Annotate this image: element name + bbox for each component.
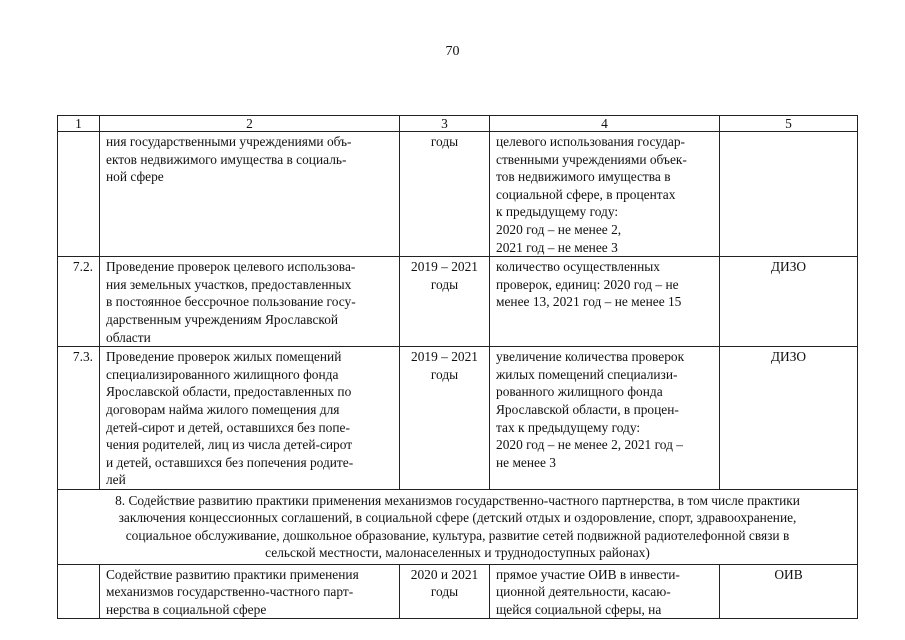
measure-text: Проведение проверок целевого использова- ния земельных участков, предоставленных в постоянное бессрочное пользование госу- дарственным учреждениям Ярославской области [100,257,400,347]
measure-text: Проведение проверок жилых помещений специализированного жилищного фонда Ярославской области, предоставленных по договорам найма жилого помещения для детей-сирот и детей, оставшихся без попе- чения родителей, лиц из числа детей-сирот и детей, оставшихся без попечения родите- лей [100,347,400,490]
executor-cell: ДИЗО [720,347,858,490]
header-col-4: 4 [490,116,720,132]
header-col-3: 3 [400,116,490,132]
table-header-row [58,116,858,132]
header-col-1: 1 [58,116,100,132]
executor-cell [720,132,858,257]
indicator-cell: прямое участие ОИВ в инвести- ционной деятельности, касаю- щейся социальной сферы, на [490,564,720,619]
table-row [58,132,858,257]
table-row [58,564,858,619]
row-number [58,132,100,257]
row-number: 7.2. [58,257,100,347]
period-cell: 2019 – 2021 годы [400,347,490,490]
indicator-cell: количество осуществленных проверок, единиц: 2020 год – не менее 13, 2021 год – не менее 15 [490,257,720,347]
row-number [58,564,100,619]
period-cell: годы [400,132,490,257]
measure-text: Содействие развитию практики применения механизмов государственно-частного парт- нерства в социальной сфере [100,564,400,619]
section-heading: 8. Содействие развитию практики применения механизмов государственно-частного партнерства, в том числе практики заключения концессионных соглашений, в социальной сфере (детский отдых и оздоровление, спорт, здравоохранение, социальное обслуживание, дошкольное образование, культура, развитие сетей подвижной радиотелефонной связи в сельской местности, малонаселенных и труднодоступных районах) [58,489,858,564]
measure-text: ния государственными учреждениями объ- ектов недвижимого имущества в социаль- ной сфере [100,132,400,257]
section-heading-row [58,489,858,564]
executor-cell: ДИЗО [720,257,858,347]
header-col-2: 2 [100,116,400,132]
measures-table [57,115,858,619]
executor-cell: ОИВ [720,564,858,619]
table-row [58,257,858,347]
period-cell: 2020 и 2021 годы [400,564,490,619]
page-number: 70 [445,44,460,59]
row-number: 7.3. [58,347,100,490]
indicator-cell: целевого использования государ- ственными учреждениями объек- тов недвижимого имущества в социальной сфере, в процентах к предыдущему году: 2020 год – не менее 2, 2021 год – не менее 3 [490,132,720,257]
header-col-5: 5 [720,116,858,132]
period-cell: 2019 – 2021 годы [400,257,490,347]
indicator-cell: увеличение количества проверок жилых помещений специализи- рованного жилищного фонда Ярославской области, в процен- тах к предыдущему году: 2020 год – не менее 2, 2021 год – не менее 3 [490,347,720,490]
table-row [58,347,858,490]
